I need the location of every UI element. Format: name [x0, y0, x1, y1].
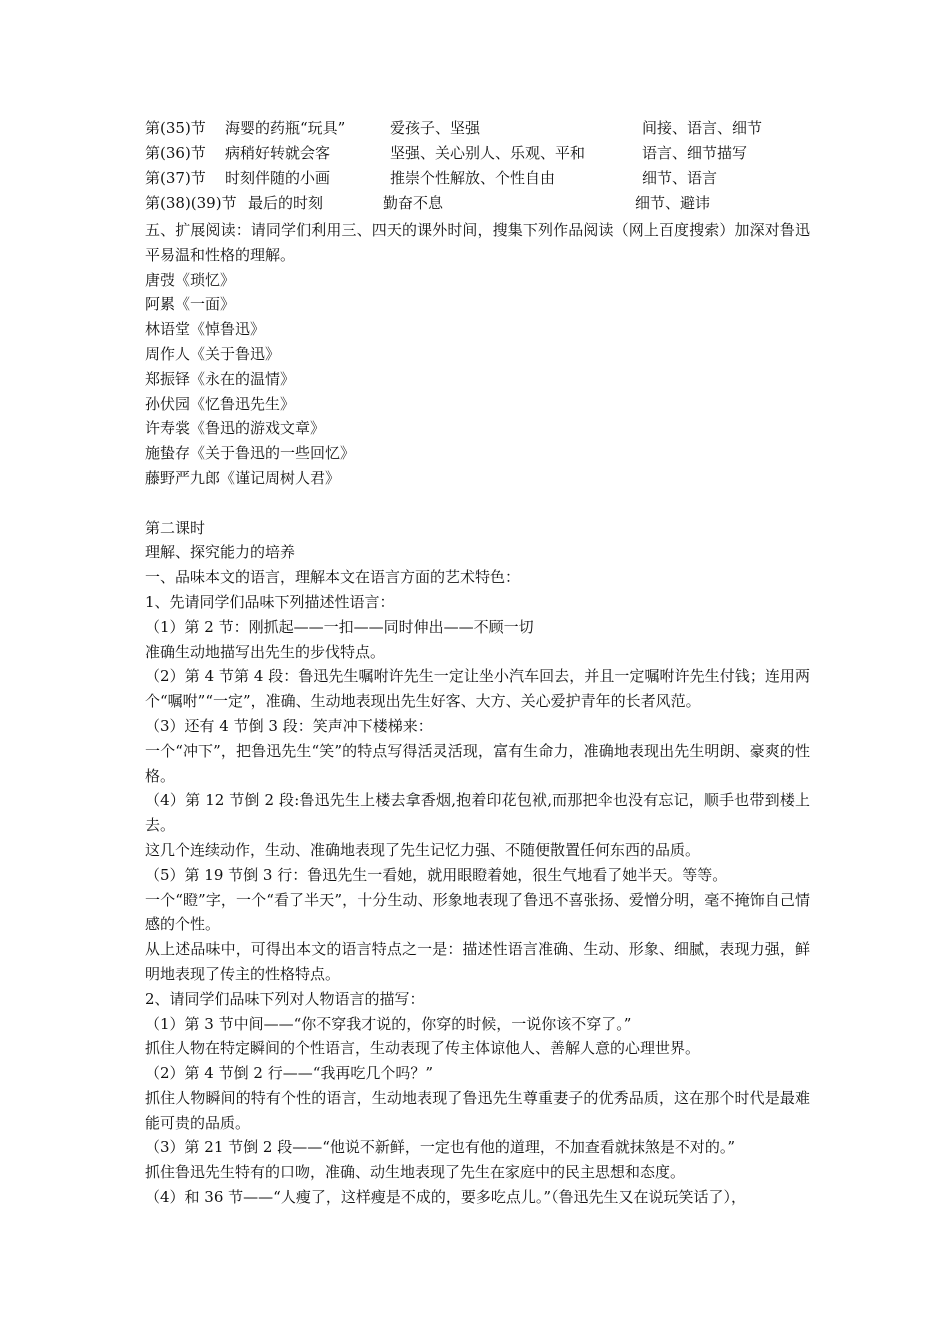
writing-method: 细节、避讳 [635, 194, 711, 212]
paragraph: （1）第 2 节：刚抓起——一扣——同时伸出——不顾一切 [145, 617, 534, 636]
reading-list-item: 孙伏园《忆鲁迅先生》 [145, 394, 296, 413]
reading-list-item: 阿累《一面》 [145, 295, 236, 314]
extended-reading-heading: 五、扩展阅读：请同学们利用三、四天的课外时间，搜集下列作品阅读（网上百度搜索）加深对鲁迅平易温和性格的理解。 [145, 221, 810, 264]
section-number: 第(35)节 [145, 119, 206, 137]
subsection-heading: 2、请同学们品味下列对人物语言的描写： [145, 989, 425, 1008]
section-title: 海婴的药瓶“玩具” [225, 119, 346, 137]
reading-list-item: 唐弢《琐忆》 [145, 270, 236, 289]
paragraph: （4）和 36 节——“人瘦了，这样瘦是不成的，要多吃点儿。”（鲁迅先生又在说玩笑话了）， [145, 1188, 747, 1207]
character-trait: 推崇个性解放、个性自由 [390, 169, 556, 187]
paragraph: （5）第 19 节倒 3 行：鲁迅先生一看她，就用眼瞪着她，很生气地看了她半天。等等。 [145, 865, 728, 884]
paragraph: 一个“瞪”字，一个“看了半天”，十分生动、形象地表现了鲁迅不喜张扬、爱憎分明，毫不掩饰自己情感的个性。 [145, 890, 810, 934]
paragraph: 抓住鲁迅先生特有的口吻，准确、动生地表现了先生在家庭中的民主思想和态度。 [145, 1163, 686, 1182]
section-title: 最后的时刻 [248, 194, 324, 212]
character-trait: 勤奋不息 [383, 194, 444, 212]
section-number: 第(36)节 [145, 144, 206, 162]
reading-list-item: 施蛰存《关于鲁迅的一些回忆》 [145, 444, 356, 463]
paragraph: 抓住人物在特定瞬间的个性语言，生动表现了传主体谅他人、善解人意的心理世界。 [145, 1039, 701, 1058]
character-trait: 坚强、关心别人、乐观、平和 [390, 144, 586, 162]
paragraph: 准确生动地描写出先生的步伐特点。 [145, 642, 386, 661]
paragraph: 这几个连续动作，生动、准确地表现了先生记忆力强、不随便散置任何东西的品质。 [145, 840, 701, 859]
reading-list-item: 郑振铎《永在的温情》 [145, 369, 296, 388]
section-heading: 一、品味本文的语言，理解本文在语言方面的艺术特色： [145, 568, 521, 587]
paragraph: （1）第 3 节中间——“你不穿我才说的，你穿的时候，一说你该不穿了。” [145, 1014, 632, 1033]
paragraph: （2）第 4 节第 4 段：鲁迅先生嘱咐许先生一定让坐小汽车回去，并且一定嘱咐许先生付钱；连用两个“嘱咐”“一定”，准确、生动地表现出先生好客、大方、关心爱护青年的长者风范。 [145, 667, 810, 711]
reading-list-item: 藤野严九郎《谨记周树人君》 [145, 468, 341, 487]
paragraph: （3）第 21 节倒 2 段——“他说不新鲜，一定也有他的道理，不加查看就抹煞是不对的。” [145, 1138, 736, 1157]
document-body [145, 218, 810, 1210]
writing-method: 语言、细节描写 [642, 144, 748, 162]
lesson-subheading: 理解、探究能力的培养 [145, 543, 296, 562]
section-number: 第(38)(39)节 [145, 194, 237, 212]
writing-method: 细节、语言 [642, 169, 718, 187]
lesson-heading: 第二课时 [145, 518, 206, 537]
section-number: 第(37)节 [145, 169, 206, 187]
paragraph: （3）还有 4 节倒 3 段：笑声冲下楼梯来： [145, 716, 433, 735]
reading-list-item: 林语堂《悼鲁迅》 [145, 320, 266, 339]
character-trait: 爱孩子、坚强 [390, 119, 481, 137]
reading-list-item: 许寿裳《鲁迅的游戏文章》 [145, 419, 326, 438]
subsection-heading: 1、先请同学们品味下列描述性语言： [145, 592, 395, 611]
blank-line [145, 491, 810, 516]
paragraph: （4）第 12 节倒 2 段:鲁迅先生上楼去拿香烟,抱着印花包袱,而那把伞也没有忘记，顺手也带到楼上去。 [145, 791, 810, 835]
paragraph: 从上述品味中，可得出本文的语言特点之一是：描述性语言准确、生动、形象、细腻，表现力强，鲜明地表现了传主的性格特点。 [145, 940, 810, 983]
section-title: 时刻伴随的小画 [225, 169, 331, 187]
paragraph: （2）第 4 节倒 2 行——“我再吃几个吗？” [145, 1064, 434, 1083]
reading-list-item: 周作人《关于鲁迅》 [145, 344, 281, 363]
paragraph: 一个“冲下”，把鲁迅先生“笑”的特点写得活灵活现，富有生命力，准确地表现出先生明朗、豪爽的性格。 [145, 741, 810, 785]
paragraph: 抓住人物瞬间的特有个性的语言，生动地表现了鲁迅先生尊重妻子的优秀品质，这在那个时代是最难能可贵的品质。 [145, 1088, 810, 1132]
writing-method: 间接、语言、细节 [642, 119, 763, 137]
section-title: 病稍好转就会客 [225, 144, 331, 162]
